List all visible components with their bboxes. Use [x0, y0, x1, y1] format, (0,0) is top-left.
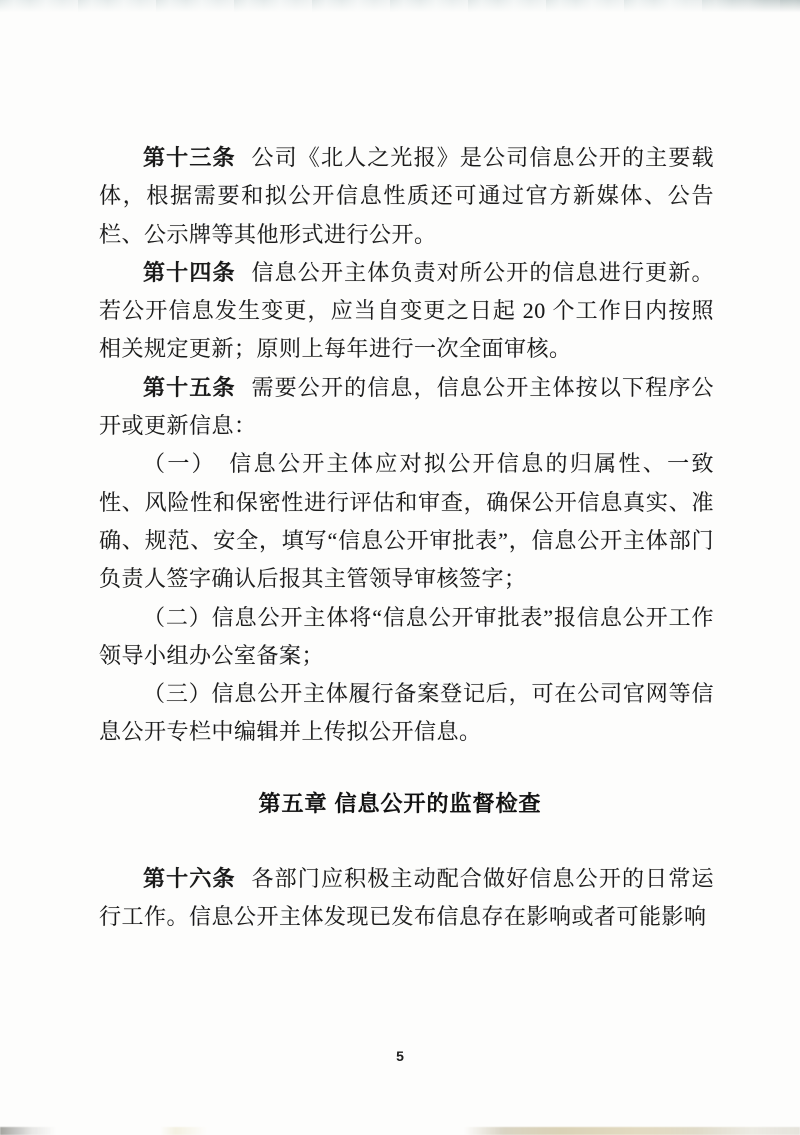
paragraph [99, 369, 714, 446]
body-paragraphs-group-1 [99, 139, 714, 752]
article-number-label: 第十六条 [143, 866, 236, 891]
paragraph-text: 需要公开的信息，信息公开主体按以下程序公开或更新信息： [99, 374, 714, 439]
paragraph-text: （一） 信息公开主体应对拟公开信息的归属性、一致性、风险性和保密性进行评估和审查，确保公开信息真实、准确、规范、安全，填写“信息公开审批表”，信息公开主体部门负责人签字确认后报其主管领导审核签字； [99, 451, 715, 592]
paragraph [99, 254, 714, 369]
paragraph [99, 445, 714, 598]
scan-artifact-bottom-edge [0, 1127, 800, 1135]
paragraph-text: 各部门应积极主动配合做好信息公开的日常运行工作。信息公开主体发现已发布信息存在影响或者可能影响 [99, 866, 714, 930]
paragraph [99, 860, 714, 937]
paragraph-text: 信息公开主体负责对所公开的信息进行更新。若公开信息发生变更，应当自变更之日起 20 个工作日内按照相关规定更新；原则上每年进行一次全面审核。 [99, 259, 714, 362]
paragraph-text: （二）信息公开主体将“信息公开审批表”报信息公开工作领导小组办公室备案； [99, 604, 714, 668]
article-number-label: 第十五条 [143, 374, 236, 400]
article-number-label: 第十四条 [143, 259, 236, 285]
chapter-heading: 第五章 信息公开的监督检查 [258, 791, 542, 816]
paragraph-text: 公司《北人之光报》是公司信息公开的主要载体，根据需要和拟公开信息性质还可通过官方新媒体、公告栏、公示牌等其他形式进行公开。 [99, 145, 714, 247]
paragraph [99, 139, 714, 254]
scan-artifact-top-edge [0, 0, 800, 14]
body-paragraphs-group-2 [99, 860, 714, 937]
paragraph-text: （三）信息公开主体履行备案登记后，可在公司官网等信息公开专栏中编辑并上传拟公开信息。 [99, 681, 714, 745]
paragraph [99, 675, 714, 752]
page-number: 5 [396, 1048, 404, 1064]
paragraph [99, 599, 714, 676]
article-number-label: 第十三条 [143, 145, 236, 170]
